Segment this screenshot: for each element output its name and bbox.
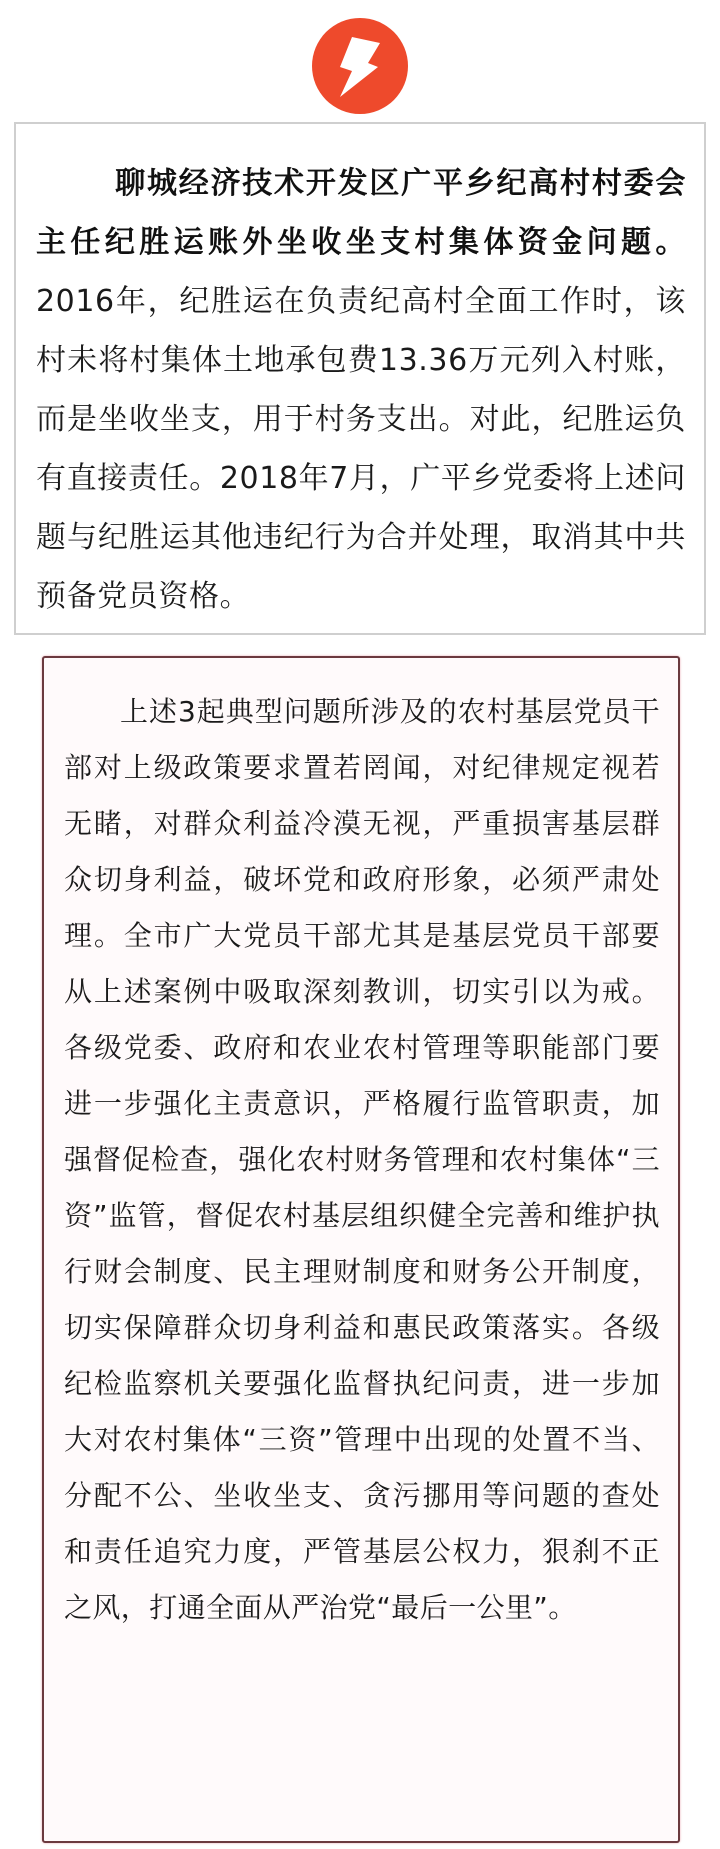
summary-box [42,656,680,1843]
case-paragraph [36,154,686,626]
case-body: 2016年，纪胜运在负责纪高村全面工作时，该村未将村集体土地承包费13.36万元列入村账，而是坐收坐支，用于村务支出。对此，纪胜运负有直接责任。2018年7月，广平乡党委将上述问题与纪胜运其他违纪行为合并处理，取消其中共预备党员资格。 [36,284,686,614]
logo-circle [312,18,408,114]
case-box [14,122,706,635]
logo [312,18,408,114]
lightning-bolt-icon [330,33,390,99]
summary-paragraph: 上述3起典型问题所涉及的农村基层党员干部对上级政策要求置若罔闻，对纪律规定视若无睹，对群众利益冷漠无视，严重损害基层群众切身利益，破坏党和政府形象，必须严肃处理。全市广大党员干部尤其是基层党员干部要从上述案例中吸取深刻教训，切实引以为戒。各级党委、政府和农业农村管理等职能部门要进一步强化主责意识，严格履行监管职责，加强督促检查，强化农村财务管理和农村集体“三资”监管，督促农村基层组织健全完善和维护执行财会制度、民主理财制度和财务公开制度，切实保障群众切身利益和惠民政策落实。各级纪检监察机关要强化监督执纪问责，进一步加大对农村集体“三资”管理中出现的处置不当、分配不公、坐收坐支、贪污挪用等问题的查处和责任追究力度，严管基层公权力，狠刹不正之风，打通全面从严治党“最后一公里”。 [64,695,660,1624]
case-title: 聊城经济技术开发区广平乡纪高村村委会主任纪胜运账外坐收坐支村集体资金问题。 [36,166,686,260]
